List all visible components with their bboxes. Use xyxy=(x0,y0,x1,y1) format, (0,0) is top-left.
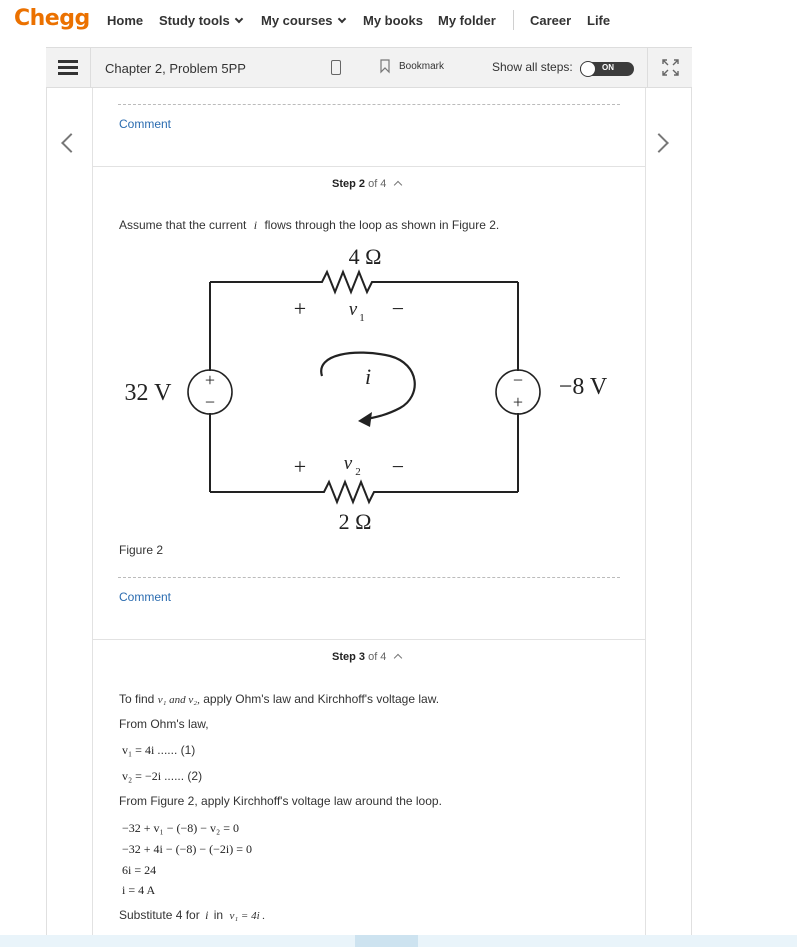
comment-link[interactable]: Comment xyxy=(119,117,172,131)
top-resistor-label: 4 Ω xyxy=(348,244,382,269)
right-source-minus: − xyxy=(512,370,524,390)
step-2-intro-b: flows through the loop as shown in Figure 2. xyxy=(264,218,500,232)
nav-divider xyxy=(513,10,514,30)
substitute-text xyxy=(119,908,265,923)
toggle-knob xyxy=(580,61,596,77)
show-all-steps-label: Show all steps: xyxy=(492,60,573,74)
chevron-up-icon xyxy=(394,654,402,662)
chevron-down-icon xyxy=(337,15,345,23)
step-2-of: of 4 xyxy=(368,178,387,190)
ohm-text: From Ohm's law, xyxy=(119,717,209,731)
left-source-plus: + xyxy=(204,370,216,390)
step-3-of: of 4 xyxy=(368,651,387,663)
figure-caption: Figure 2 xyxy=(119,543,164,557)
equation-2-body: v₂ = −2i xyxy=(122,769,162,783)
step-3-header[interactable] xyxy=(332,651,401,663)
bottom-bar-left xyxy=(0,935,355,947)
step-2-intro-a: Assume that the current xyxy=(119,218,247,232)
section-divider xyxy=(93,166,646,167)
equation-1 xyxy=(122,743,195,758)
v2-plus: + xyxy=(293,454,307,479)
equation-2-note: ...... (2) xyxy=(164,769,203,783)
bottom-bar xyxy=(0,935,797,947)
section-divider xyxy=(93,639,646,640)
equation-4: −32 + 4i − (−8) − (−2i) = 0 xyxy=(122,842,253,856)
step-3-intro-a: To find xyxy=(119,692,155,706)
nav-home[interactable]: Home xyxy=(107,13,144,28)
circuit-figure xyxy=(110,236,608,541)
v1-minus: − xyxy=(391,296,405,321)
bookmark-icon[interactable] xyxy=(380,59,390,73)
toggle-state: ON xyxy=(602,63,614,72)
v1-plus: + xyxy=(293,296,307,321)
content-border-right xyxy=(645,88,646,947)
chapter-title: Chapter 2, Problem 5PP xyxy=(105,61,246,76)
show-all-steps-toggle[interactable] xyxy=(580,62,634,76)
step-2-header[interactable] xyxy=(332,178,401,190)
bottom-resistor-label: 2 Ω xyxy=(338,509,372,534)
bottom-bar-right xyxy=(418,935,797,947)
substitute-b: in xyxy=(213,908,224,922)
chevron-up-icon xyxy=(394,181,402,189)
v1-label: v xyxy=(348,299,358,320)
nav-my-courses[interactable] xyxy=(261,13,345,28)
list-icon xyxy=(58,60,78,76)
nav-career[interactable]: Career xyxy=(530,13,572,28)
right-source-plus: + xyxy=(512,392,524,412)
top-navigation xyxy=(0,0,797,42)
expand-icon xyxy=(662,59,679,76)
substitute-a: Substitute 4 for xyxy=(119,908,200,922)
kvl-text: From Figure 2, apply Kirchhoff's voltage law around the loop. xyxy=(119,794,442,808)
fullscreen-button[interactable] xyxy=(647,48,692,87)
nav-study-tools-label: Study tools xyxy=(159,13,230,28)
dashed-divider xyxy=(118,104,620,105)
step-3-label: Step 3 xyxy=(332,651,366,663)
equation-5: 6i = 24 xyxy=(122,863,157,877)
nav-study-tools[interactable] xyxy=(159,13,242,28)
nav-life[interactable]: Life xyxy=(587,13,611,28)
chevron-down-icon xyxy=(235,15,243,23)
left-source-minus: − xyxy=(204,392,216,412)
equation-6: i = 4 A xyxy=(122,883,156,897)
step-3-intro-b: apply Ohm's law and Kirchhoff's voltage law. xyxy=(203,692,440,706)
step-2-intro xyxy=(119,218,499,233)
equation-2 xyxy=(122,769,202,784)
current-label: i xyxy=(364,364,372,389)
v2-label: v xyxy=(343,453,353,474)
content-border-left xyxy=(92,88,93,947)
toc-button[interactable] xyxy=(46,48,91,87)
mobile-icon[interactable] xyxy=(331,60,341,75)
substitute-var: i xyxy=(205,908,209,922)
nav-my-folder[interactable]: My folder xyxy=(438,13,496,28)
v2-subscript: 2 xyxy=(355,466,361,478)
right-source-label: −8 V xyxy=(558,374,608,400)
equation-1-note: ...... (1) xyxy=(157,743,196,757)
comment-link[interactable]: Comment xyxy=(119,590,172,604)
chegg-logo[interactable]: Chegg xyxy=(14,6,90,31)
equation-1-body: v₁ = 4i xyxy=(122,743,155,757)
step-3-vars: v₁ and v₂, xyxy=(157,694,200,706)
left-source-label: 32 V xyxy=(124,380,172,406)
dashed-divider xyxy=(118,577,620,578)
bookmark-button[interactable]: Bookmark xyxy=(399,61,445,72)
substitute-eq: v₁ = 4i . xyxy=(229,910,266,922)
step-2-label: Step 2 xyxy=(332,178,366,190)
step-3-intro xyxy=(119,692,439,706)
current-variable: i xyxy=(253,218,258,232)
v1-subscript: 1 xyxy=(359,312,365,324)
v2-minus: − xyxy=(391,454,405,479)
nav-my-books[interactable]: My books xyxy=(363,13,423,28)
equation-3: −32 + v₁ − (−8) − v₂ = 0 xyxy=(122,821,239,835)
solution-toolbar xyxy=(46,47,692,88)
nav-my-courses-label: My courses xyxy=(261,13,333,28)
